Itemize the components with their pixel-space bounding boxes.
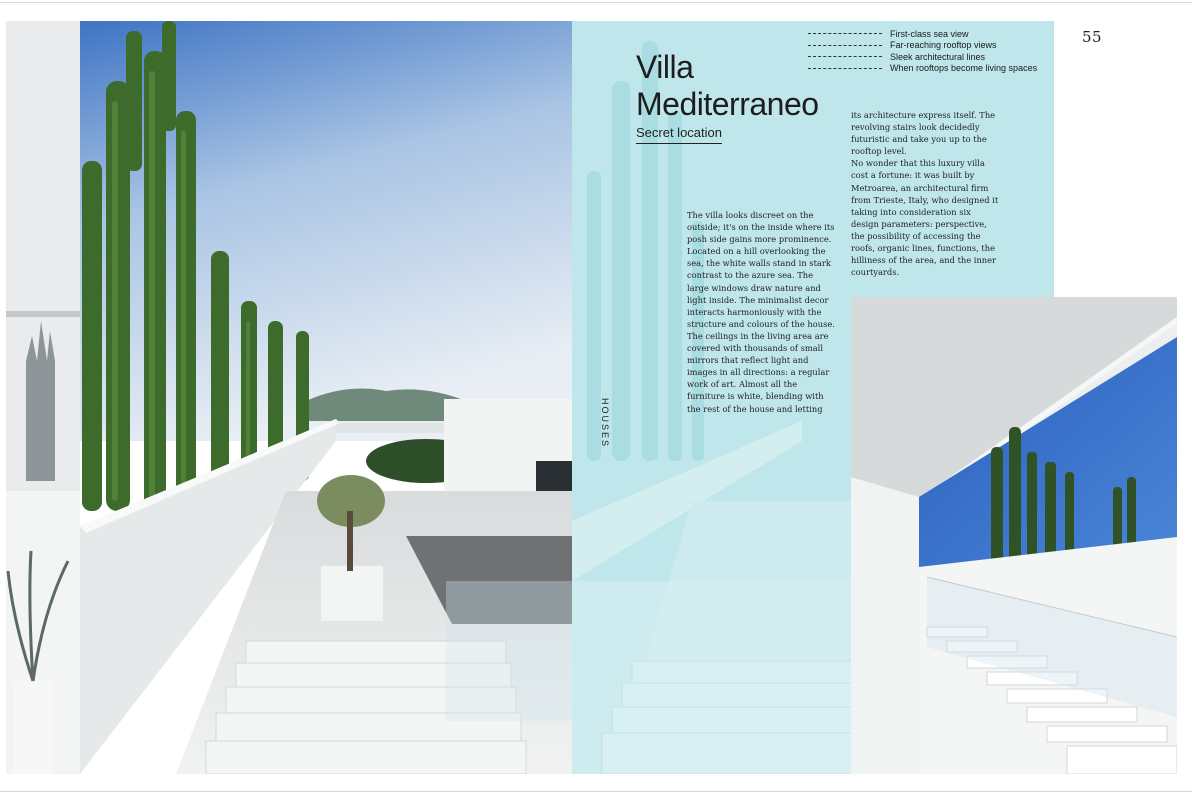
white-staircase-photo — [851, 297, 1177, 774]
feature-item: When rooftops become living spaces — [808, 63, 1037, 75]
dashed-line-icon — [808, 56, 882, 57]
body-paragraph: No wonder that this luxury villa cost a fortune: it was built by Metroarea, an architectural firm from Trieste, Italy, who designed it taking into consideration six design parameters: perspective, the possibility of accessing the roofs, organic lines, functions, the hilliness of the area, and the inner courtyards. — [851, 158, 999, 278]
feature-list — [808, 28, 1037, 74]
dashed-line-icon — [808, 68, 882, 69]
section-tag: HOUSES — [600, 398, 610, 449]
feature-item: Sleek architectural lines — [808, 51, 1037, 63]
page-number: 55 — [1082, 28, 1103, 46]
body-paragraph: The villa looks discreet on the outside; it's on the inside where its posh side gains more prominence. Located on a hill overlooking the sea, the white walls stand in stark contrast to the azure sea. The large windows draw nature and light inside. The minimalist decor interacts harmoniously with the structure and colours of the house. The ceilings in the living area are covered with thousands of small mirrors that reflect light and images in all directions: a regular work of art. Almost all the furniture is white, blending with the rest of the house and letting — [687, 210, 835, 414]
body-text-column-1 — [687, 209, 837, 415]
body-paragraph: its architecture express itself. The revolving stairs look decidedly futuristic and take you up to the rooftop level. — [851, 110, 996, 157]
dashed-line-icon — [808, 45, 882, 46]
feature-item: Far-reaching rooftop views — [808, 40, 1037, 52]
top-edge-line — [0, 2, 1192, 3]
body-text-column-2 — [851, 109, 1001, 278]
dashed-line-icon — [808, 33, 882, 34]
article-subtitle: Secret location — [636, 125, 722, 144]
villa-rooftop-terrace-photo — [6, 21, 572, 774]
title-line: Mediterraneo — [636, 86, 819, 122]
bottom-edge-line — [0, 791, 1192, 792]
title-line: Villa — [636, 49, 694, 85]
article-title — [636, 49, 819, 123]
feature-item: First-class sea view — [808, 28, 1037, 40]
